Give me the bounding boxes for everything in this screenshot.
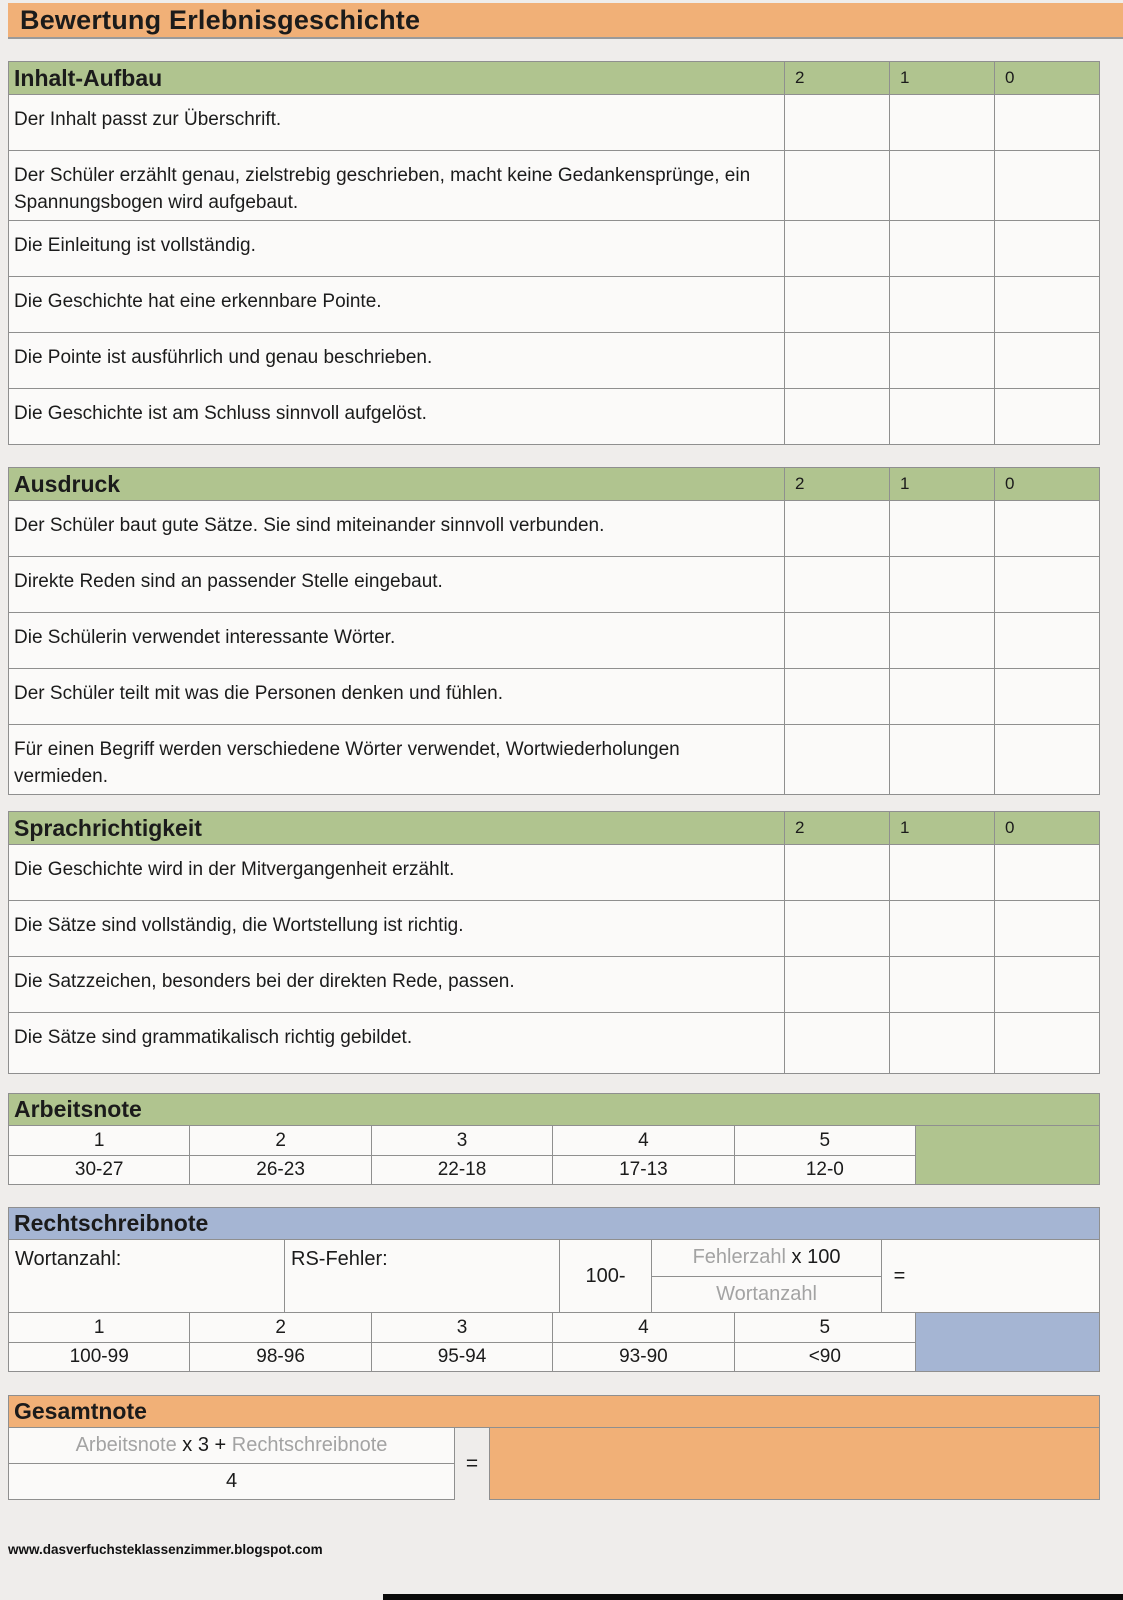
score-cell-1[interactable] xyxy=(889,669,994,724)
criterion-text: Die Schülerin verwendet interessante Wörter. xyxy=(14,627,396,648)
fraction-denominator: Wortanzahl xyxy=(716,1282,817,1305)
score-header-2: 2 xyxy=(784,468,889,500)
score-cell-1[interactable] xyxy=(889,901,994,956)
criterion-row xyxy=(9,388,1099,444)
wortanzahl-field[interactable] xyxy=(9,1240,284,1312)
section-title: Gesamtnote xyxy=(8,1395,1100,1428)
score-cell-0[interactable] xyxy=(994,501,1099,556)
grade-label: 4 xyxy=(552,1313,733,1342)
score-cell-2[interactable] xyxy=(784,901,889,956)
score-cell-1[interactable] xyxy=(889,557,994,612)
criterion-row xyxy=(9,150,1099,220)
arbeitsnote-table xyxy=(8,1126,1100,1185)
section-gesamtnote xyxy=(8,1395,1100,1500)
section-rechtschreibnote xyxy=(8,1207,1100,1372)
score-cell-1[interactable] xyxy=(889,501,994,556)
grade-label: 3 xyxy=(371,1313,552,1342)
criterion-text: Der Schüler baut gute Sätze. Sie sind miteinander sinnvoll verbunden. xyxy=(14,515,605,536)
section-inhalt-aufbau xyxy=(8,61,1100,445)
criterion-text: Die Einleitung ist vollständig. xyxy=(14,235,256,256)
score-cell-1[interactable] xyxy=(889,957,994,1012)
score-cell-2[interactable] xyxy=(784,845,889,900)
section-title: Sprachrichtigkeit xyxy=(14,814,202,841)
range-label: <90 xyxy=(734,1343,915,1371)
score-header-1: 1 xyxy=(889,62,994,94)
score-cell-2[interactable] xyxy=(784,613,889,668)
score-cell-2[interactable] xyxy=(784,277,889,332)
arbeitsnote-result-cell[interactable] xyxy=(915,1126,1099,1184)
score-cell-2[interactable] xyxy=(784,221,889,276)
section-title: Arbeitsnote xyxy=(8,1093,1100,1126)
score-cell-1[interactable] xyxy=(889,221,994,276)
criterion-text: Die Geschichte ist am Schluss sinnvoll aufgelöst. xyxy=(14,403,427,424)
rs-fehler-label: RS-Fehler: xyxy=(291,1248,388,1270)
page-title: Bewertung Erlebnisgeschichte xyxy=(8,3,1123,39)
criterion-text: Die Geschichte hat eine erkennbare Pointe. xyxy=(14,291,382,312)
score-cell-0[interactable] xyxy=(994,845,1099,900)
section-title: Rechtschreibnote xyxy=(8,1207,1100,1240)
section-title: Ausdruck xyxy=(14,470,121,497)
score-cell-2[interactable] xyxy=(784,557,889,612)
section-title: Inhalt-Aufbau xyxy=(14,64,163,91)
equals-sign: = xyxy=(881,1240,917,1312)
criterion-text: Der Schüler erzählt genau, zielstrebig geschrieben, macht keine Gedankensprünge, ein Spannungsbogen wird aufgebaut. xyxy=(14,165,751,213)
score-cell-0[interactable] xyxy=(994,957,1099,1012)
score-cell-2[interactable] xyxy=(784,957,889,1012)
criterion-row xyxy=(9,94,1099,150)
score-cell-0[interactable] xyxy=(994,669,1099,724)
range-label: 98-96 xyxy=(189,1343,370,1371)
criterion-row xyxy=(9,1012,1099,1073)
grade-label: 1 xyxy=(93,1129,105,1151)
range-label: 30-27 xyxy=(74,1159,124,1180)
source-url: www.dasverfuchsteklassenzimmer.blogspot.com xyxy=(8,1542,323,1557)
score-cell-2[interactable] xyxy=(784,333,889,388)
score-cell-0[interactable] xyxy=(994,221,1099,276)
score-cell-0[interactable] xyxy=(994,151,1099,220)
criterion-text: Die Pointe ist ausführlich und genau beschrieben. xyxy=(14,347,433,368)
range-label: 100-99 xyxy=(69,1346,129,1367)
fraction-denominator: 4 xyxy=(225,1470,238,1492)
criterion-text: Die Sätze sind grammatikalisch richtig gebildet. xyxy=(14,1027,413,1048)
wortanzahl-label: Wortanzahl: xyxy=(15,1248,122,1270)
numerator-operator: x 3 + xyxy=(176,1434,232,1456)
range-label: 95-94 xyxy=(371,1343,552,1371)
numerator-arbeitsnote: Arbeitsnote xyxy=(75,1434,177,1456)
criterion-text: Die Sätze sind vollständig, die Wortstellung ist richtig. xyxy=(14,915,464,936)
range-label: 17-13 xyxy=(552,1156,733,1184)
criterion-text: Der Schüler teilt mit was die Personen denken und fühlen. xyxy=(14,683,503,704)
score-cell-0[interactable] xyxy=(994,557,1099,612)
range-row xyxy=(9,1155,915,1184)
grade-grid xyxy=(9,1126,915,1184)
equals-sign: = xyxy=(465,1452,479,1475)
score-cell-0[interactable] xyxy=(994,725,1099,794)
criterion-text: Der Inhalt passt zur Überschrift. xyxy=(14,109,282,130)
section-sprachrichtigkeit xyxy=(8,811,1100,1074)
score-cell-2[interactable] xyxy=(784,725,889,794)
section-arbeitsnote xyxy=(8,1093,1100,1185)
score-cell-0[interactable] xyxy=(994,1013,1099,1073)
score-cell-2[interactable] xyxy=(784,1013,889,1073)
score-cell-0[interactable] xyxy=(994,277,1099,332)
section-header-row xyxy=(9,468,1099,500)
grade-label: 5 xyxy=(734,1126,915,1155)
criterion-row xyxy=(9,500,1099,556)
numerator-rechtschreibnote: Rechtschreibnote xyxy=(231,1434,388,1456)
numerator-term: Fehlerzahl xyxy=(692,1246,786,1269)
score-cell-0[interactable] xyxy=(994,901,1099,956)
score-cell-1[interactable] xyxy=(889,151,994,220)
criterion-row xyxy=(9,220,1099,276)
score-header-2: 2 xyxy=(784,62,889,94)
range-label: 22-18 xyxy=(371,1156,552,1184)
criterion-text: Die Geschichte wird in der Mitvergangenheit erzählt. xyxy=(14,859,455,880)
score-header-0: 0 xyxy=(994,468,1099,500)
grade-label: 5 xyxy=(734,1313,915,1342)
criterion-row xyxy=(9,612,1099,668)
fraction-numerator xyxy=(9,1428,454,1464)
grade-row xyxy=(9,1313,915,1342)
criterion-text: Die Satzzeichen, besonders bei der direkten Rede, passen. xyxy=(14,971,515,992)
rechtschreibnote-table xyxy=(8,1240,1100,1372)
section-header-row xyxy=(9,812,1099,844)
criterion-text: Direkte Reden sind an passender Stelle eingebaut. xyxy=(14,571,443,592)
score-cell-1[interactable] xyxy=(889,1013,994,1073)
fraction-numerator xyxy=(652,1240,881,1277)
score-cell-1[interactable] xyxy=(889,725,994,794)
score-header-0: 0 xyxy=(994,62,1099,94)
grade-label: 4 xyxy=(552,1126,733,1155)
numerator-multiplier: x 100 xyxy=(785,1246,841,1269)
score-cell-1[interactable] xyxy=(889,277,994,332)
criterion-row xyxy=(9,332,1099,388)
section-ausdruck xyxy=(8,467,1100,795)
range-label: 12-0 xyxy=(734,1156,915,1184)
gesamtnote-result-area[interactable] xyxy=(489,1428,1100,1500)
score-cell-2[interactable] xyxy=(784,501,889,556)
formula-row xyxy=(9,1240,1099,1312)
formula-fraction xyxy=(651,1240,881,1312)
score-cell-0[interactable] xyxy=(994,613,1099,668)
scan-edge-artifact xyxy=(383,1594,1123,1600)
score-header-1: 1 xyxy=(889,812,994,844)
grade-grid xyxy=(9,1312,1099,1371)
criterion-text: Für einen Begriff werden verschiedene Wörter verwendet, Wortwiederholungen vermieden. xyxy=(14,739,680,787)
criterion-row xyxy=(9,276,1099,332)
range-label: 26-23 xyxy=(189,1156,370,1184)
rs-fehler-field[interactable] xyxy=(284,1240,559,1312)
score-cell-2[interactable] xyxy=(784,669,889,724)
score-cell-0[interactable] xyxy=(994,389,1099,444)
score-header-1: 1 xyxy=(889,468,994,500)
score-cell-1[interactable] xyxy=(889,613,994,668)
criterion-row xyxy=(9,900,1099,956)
criterion-row xyxy=(9,556,1099,612)
grade-label: 3 xyxy=(371,1126,552,1155)
score-cell-0[interactable] xyxy=(994,333,1099,388)
score-cell-2[interactable] xyxy=(784,151,889,220)
score-cell-1[interactable] xyxy=(889,95,994,150)
grade-row xyxy=(9,1126,915,1155)
grade-grid-left xyxy=(9,1313,915,1371)
criterion-row xyxy=(9,956,1099,1012)
rechtschreibnote-result-cell[interactable] xyxy=(915,1313,1099,1371)
score-header-2: 2 xyxy=(784,812,889,844)
score-cell-1[interactable] xyxy=(889,333,994,388)
gesamtnote-body xyxy=(8,1428,1100,1500)
score-cell-1[interactable] xyxy=(889,389,994,444)
score-header-0: 0 xyxy=(994,812,1099,844)
grade-label: 2 xyxy=(189,1313,370,1342)
range-label: 93-90 xyxy=(552,1343,733,1371)
gesamt-fraction xyxy=(8,1428,455,1500)
criterion-row xyxy=(9,724,1099,794)
score-cell-2[interactable] xyxy=(784,95,889,150)
criterion-row xyxy=(9,668,1099,724)
rs-result-area[interactable] xyxy=(917,1240,1099,1312)
grade-label: 1 xyxy=(93,1316,105,1338)
criterion-row xyxy=(9,844,1099,900)
score-cell-2[interactable] xyxy=(784,389,889,444)
section-header-row xyxy=(9,62,1099,94)
score-cell-1[interactable] xyxy=(889,845,994,900)
grade-label: 2 xyxy=(189,1126,370,1155)
range-row xyxy=(9,1342,915,1371)
formula-prefix: 100- xyxy=(559,1240,651,1312)
score-cell-0[interactable] xyxy=(994,95,1099,150)
